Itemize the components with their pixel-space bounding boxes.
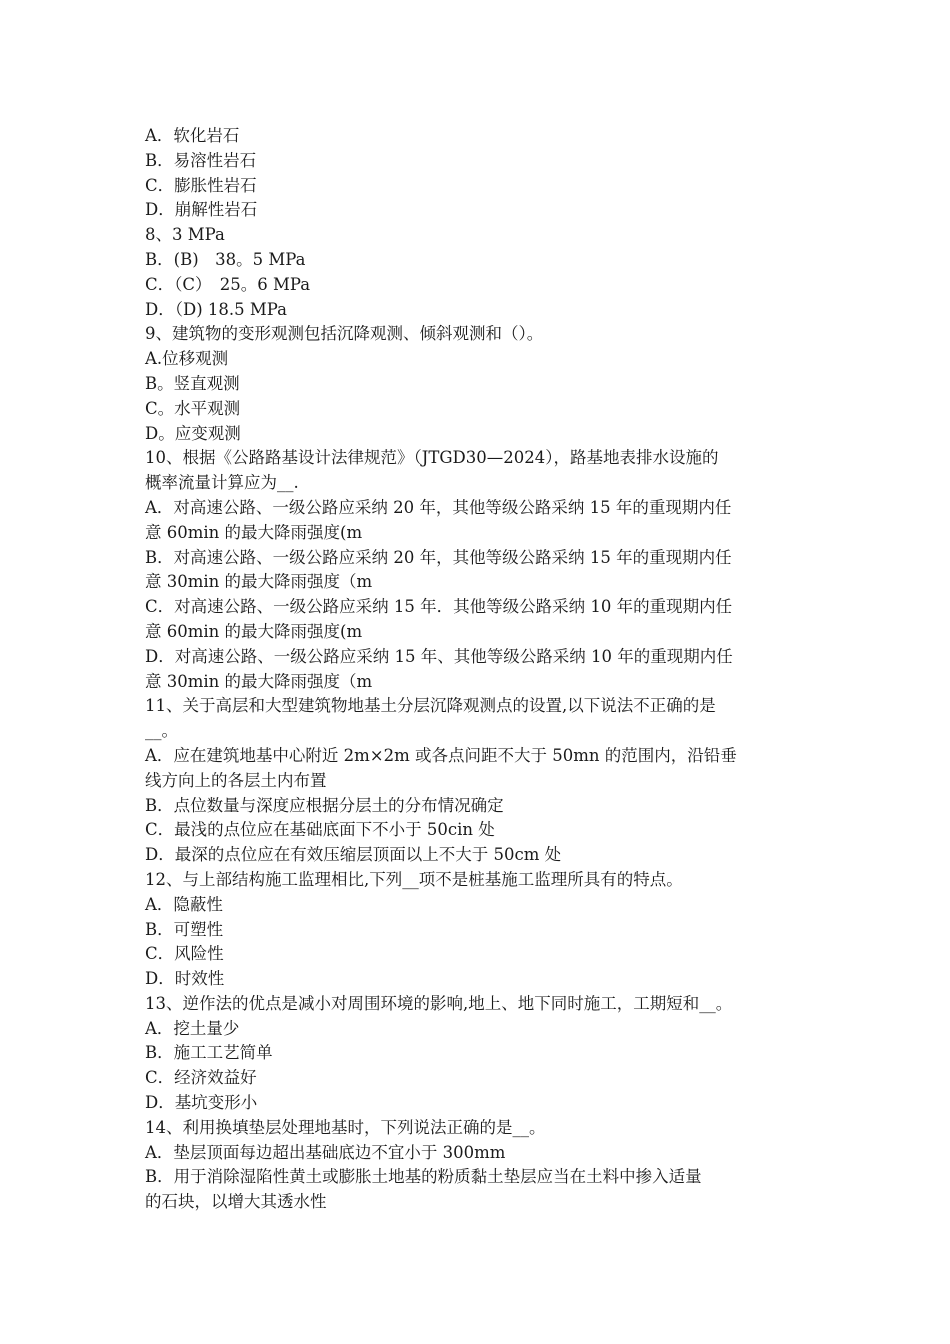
text-line: D．（D) 18.5 MPa (145, 299, 287, 319)
text-line: 13、逆作法的优点是减小对周围环境的影响,地上、地下同时施工，工期短和__。 (145, 993, 733, 1013)
text-line: C．（C） 25。6 MPa (145, 274, 311, 294)
text-line: 14、利用换填垫层处理地基时，下列说法正确的是__。 (145, 1117, 546, 1137)
text-line: B．用于消除湿陷性黄土或膨胀土地基的粉质黏土垫层应当在土料中掺入适量 (145, 1167, 702, 1187)
text-line: D。应变观测 (145, 423, 241, 443)
text-line: 概率流量计算应为__. (145, 473, 299, 493)
text-line: D．崩解性岩石 (145, 200, 258, 220)
text-line: A．隐蔽性 (145, 894, 223, 914)
text-line: C．风险性 (145, 944, 224, 964)
text-line: B．(B) 38。5 MPa (145, 249, 306, 269)
text-line: __。 (145, 721, 178, 741)
text-line: A.位移观测 (145, 349, 229, 369)
text-line: C．膨胀性岩石 (145, 175, 257, 195)
text-line: 意 30min 的最大降雨强度（m (145, 572, 373, 592)
text-line: C．经济效益好 (145, 1068, 257, 1088)
text-line: A．应在建筑地基中心附近 2m×2m 或各点问距不大于 50mn 的范围内，沿铅垂 (145, 745, 737, 765)
text-line: B．对高速公路、一级公路应采纳 20 年，其他等级公路采纳 15 年的重现期内任 (145, 547, 732, 567)
text-line: D．最深的点位应在有效压缩层顶面以上不大于 50cm 处 (145, 845, 562, 865)
text-line: C．最浅的点位应在基础底面下不小于 50cin 处 (145, 820, 495, 840)
text-line: 12、与上部结构施工监理相比,下列__项不是桩基施工监理所具有的特点。 (145, 869, 683, 889)
text-line: C．对高速公路、一级公路应采纳 15 年．其他等级公路采纳 10 年的重现期内任 (145, 597, 733, 617)
text-line: 的石块，以增大其透水性 (145, 1192, 327, 1212)
text-line: A．垫层顶面每边超出基础底边不宜小于 300mm (145, 1142, 506, 1162)
text-line: 8、3 MPa (145, 225, 225, 245)
text-line: B．可塑性 (145, 919, 224, 939)
text-line: 11、关于高层和大型建筑物地基土分层沉降观测点的设置,以下说法不正确的是 (145, 696, 716, 716)
text-line: A．对高速公路、一级公路应采纳 20 年，其他等级公路采纳 15 年的重现期内任 (145, 497, 732, 517)
text-line: 10、根据《公路路基设计法律规范》（JTGD30—2024），路基地表排水设施的 (145, 448, 719, 468)
text-line: B．易溶性岩石 (145, 150, 257, 170)
text-line: B．点位数量与深度应根据分层土的分布情况确定 (145, 795, 504, 815)
text-line: C。水平观测 (145, 398, 241, 418)
text-line: D．时效性 (145, 969, 225, 989)
text-line: 9、建筑物的变形观测包括沉降观测、倾斜观测和（）。 (145, 324, 544, 344)
text-line: 意 60min 的最大降雨强度(m (145, 621, 363, 641)
text-line: D．基坑变形小 (145, 1093, 258, 1113)
text-line: B．施工工艺简单 (145, 1043, 273, 1063)
text-line: A．挖土量少 (145, 1018, 240, 1038)
text-line: 意 60min 的最大降雨强度(m (145, 522, 363, 542)
text-line: 线方向上的各层土内布置 (145, 770, 327, 790)
document-page (145, 124, 815, 1215)
text-line: A．软化岩石 (145, 126, 240, 145)
text-line: 意 30min 的最大降雨强度（m (145, 671, 373, 691)
text-line: B。竖直观测 (145, 373, 240, 393)
text-line: D．对高速公路、一级公路应采纳 15 年、其他等级公路采纳 10 年的重现期内任 (145, 646, 733, 666)
